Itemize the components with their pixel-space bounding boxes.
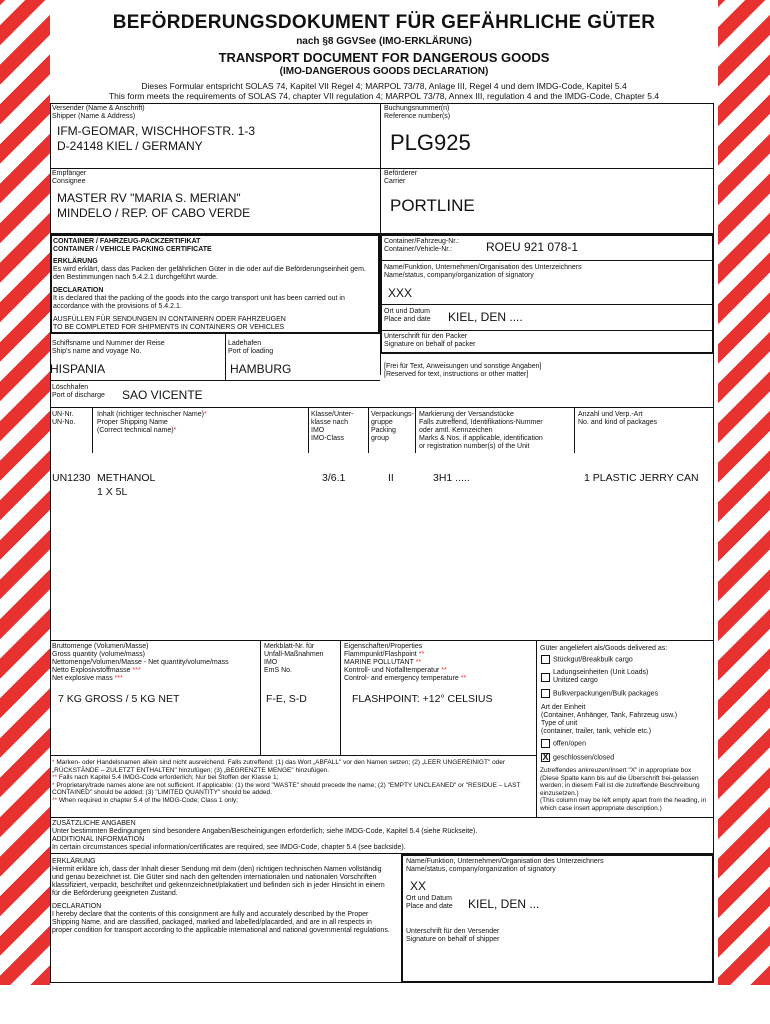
shipper-line2: D-24148 KIEL / GERMANY	[57, 139, 203, 153]
divider	[380, 330, 714, 331]
divider	[380, 304, 714, 305]
reference-label: Buchungsnummer(n) Reference number(s)	[384, 105, 451, 120]
vessel-value: HISPANIA	[50, 362, 106, 376]
container-cert-erk-text: Es wird erklärt, dass das Packen der gefährlichen Güter in die oder auf die Beförderungseinheit gem. den Bestimmungen nach 5.4.2.1 durchgeführt wurde.	[53, 266, 366, 281]
signatory-label-2: Name/Funktion, Unternehmen/Organisation des Unterzeichners Name/status, company/organization of signatory	[406, 858, 604, 873]
goods-pg: II	[388, 472, 394, 484]
title-en: TRANSPORT DOCUMENT FOR DANGEROUS GOODS	[218, 50, 550, 65]
shipper-label: Versender (Name & Anschrift) Shipper (Name & Address)	[52, 105, 145, 120]
divider	[415, 407, 416, 453]
signature-packer-label: Unterschrift für den Packer Signature on behalf of packer	[384, 333, 476, 348]
place-date-value-2: KIEL, DEN ...	[468, 897, 540, 911]
col-header-class: Klasse/Unter- klasse nach IMO IMO-Class	[311, 411, 354, 442]
divider	[50, 407, 714, 408]
checkbox-open[interactable]	[541, 739, 550, 748]
unit-open[interactable]: offen/open	[541, 739, 586, 748]
divider	[50, 817, 714, 818]
divider	[340, 640, 341, 755]
props-label: Eigenschaften/Properties Flammpunkt/Flashpoint ** MARINE POLLUTANT ** Kontroll- und Notfalltemperatur ** Control- and emergency temperature **	[344, 643, 467, 682]
carrier-value: PORTLINE	[390, 196, 475, 215]
props-value: FLASHPOINT: +12° CELSIUS	[352, 693, 493, 705]
checkbox-bulk[interactable]	[541, 689, 550, 698]
divider	[536, 640, 537, 817]
packer-label: Name/Funktion, Unternehmen/Organisation des Unterzeichners Name/status, company/organization of signatory	[384, 264, 582, 279]
loading-label: Ladehafen Port of loading	[228, 340, 274, 355]
free-text-label: [Frei für Text, Anweisungen und sonstige Angaben] [Reserved for text, instructions or other matter]	[384, 363, 542, 378]
goods-name-2: 1 X 5L	[97, 486, 128, 498]
goods-marks: 3H1 .....	[433, 472, 470, 484]
subtitle-en: (IMO-DANGEROUS GOODS DECLARATION)	[279, 66, 489, 77]
title-de: BEFÖRDERUNGSDOKUMENT FÜR GEFÄHRLICHE GÜTER	[112, 12, 656, 33]
shipper-declaration: ERKLÄRUNG Hiermit erkläre ich, dass der Inhalt dieser Sendung mit dem (den) richtigen technischen Namen vollständig und genau bezeichnet ist. Die Güter sind nach den geltenden internationalen und nationalen Vorschriften klassifiziert, verpackt, beschriftet und gekennzeichnet/plakatiert und befinden sich in jeder Hinsicht in einem für die Beförderung geeigneten Zustand. DECLARATION I hereby declare that the contents of this consignment are fully and accurately described by the Proper Shipping Name, and are classified, packaged, marked and labelled/placarded, and are in all respects in proper condition for transport according to the applicable international and national governmental regulations.	[52, 858, 390, 934]
container-no-value: ROEU 921 078-1	[486, 240, 579, 254]
col-header-qty: Anzahl und Verp.-Art No. and kind of packages	[578, 411, 657, 426]
delivered-bulk[interactable]: Bulkverpackungen/Bulk packages	[541, 689, 658, 698]
consignee-label: Empfänger Consignee	[52, 170, 87, 185]
divider	[50, 168, 714, 169]
checkbox-unitized[interactable]	[541, 673, 550, 682]
place-date-label-2: Ort und Datum Place and date	[406, 895, 453, 910]
divider	[260, 640, 261, 755]
loading-value: HAMBURG	[230, 362, 292, 376]
signatory-value-2: XX	[410, 879, 427, 893]
col-header-un: UN-Nr. UN-No.	[52, 411, 76, 426]
reference-value: PLG925	[390, 130, 471, 155]
footnotes: * Marken- oder Handelsnamen allein sind nicht ausreichend. Falls zutreffend: (1) das Wort „ABFALL" vor den Namen setzen; (2) „LEER UNGEREINIGT" oder „RÜCKSTÄNDE – ZULETZT ENTHALTEN" hinzufügen; (3) „BEGRENZTE MENGE" hinzufügen. ** Falls nach Kapitel 5.4 IMDG-Code erforderlich; Nur bei Stoffen der Klasse 1; * Proprietary/trade names alone are not sufficient. If applicable: (1) the word "WASTE" should precede the name; (2) "EMPTY UNCLEANED" or "RESIDUE – LAST CONTAINED" should be added; (3) "LIMITED QUANTITY" should be added. ** When required in chapter 5.4 of the IMDG-Code; Class 1 only;	[52, 759, 521, 804]
divider	[50, 755, 536, 756]
goods-un: UN1230	[52, 472, 91, 484]
container-cert-decl-label: DECLARATION	[53, 287, 104, 294]
note-en: This form meets the requirements of SOLAS 74, chapter VII regulation 4; MARPOL 73/78, Annex III, regulation 4 and the IMDG-Code, Chapter 5.4	[108, 91, 660, 101]
additional-info: ZUSÄTZLICHE ANGABEN Unter bestimmten Bedingungen sind besondere Angaben/Bescheinigungen erforderlich; siehe IMDG-Code, Kapitel 5.4 (siehe Rückseite). ADDITIONAL INFORMATION In certain circumstances special information/certificates are required, see IMDG-Code, chapter 5.4 (see backside).	[52, 820, 478, 851]
goods-qty: 1 PLASTIC JERRY CAN	[584, 472, 699, 484]
container-cert-erk-label: ERKLÄRUNG	[53, 258, 98, 265]
col-header-name: Inhalt (richtiger technischer Name)* Proper Shipping Name (Correct technical name)*	[97, 411, 207, 434]
hazard-stripe-left	[0, 0, 50, 985]
subtitle-de: nach §8 GGVSee (IMO-ERKLÄRUNG)	[296, 36, 472, 47]
divider	[92, 407, 93, 453]
divider	[574, 407, 575, 453]
divider	[368, 407, 369, 453]
delivered-notes: Zutreffendes ankreuzen/Insert "X" in appropriate box (Diese Spalte kann bis auf die Überschrift frei-gelassen werden; in diesem Fall ist die zutreffende Beschreibung einzusetzen.) (This column may be left empty apart from the heading, in which case insert appropriate description.)	[540, 767, 707, 812]
divider	[50, 640, 714, 641]
mass-label: Bruttomenge (Volumen/Masse) Gross quantity (volume/mass) Nettomenge/Volumen/Masse - Net quantity/volume/mass Netto Explosivstoffmasse *** Net explosive mass ***	[52, 643, 229, 682]
checkbox-breakbulk[interactable]	[541, 655, 550, 664]
divider	[308, 407, 309, 453]
container-cert-fill-note: AUSFÜLLEN FÜR SENDUNGEN IN CONTAINERN ODER FAHRZEUGEN TO BE COMPLETED FOR SHIPMENTS IN CONTAINERS OR VEHICLES	[53, 316, 286, 331]
delivered-breakbulk[interactable]: Stückgut/Breakbulk cargo	[541, 655, 633, 664]
hazard-stripe-right	[718, 0, 770, 985]
goods-name: METHANOL	[97, 472, 156, 484]
delivered-label: Güter angeliefert als/Goods delivered as:	[540, 645, 668, 652]
container-cert-decl-text: It is declared that the packing of the goods into the cargo transport unit has been carried out in accordance with the provisions of 5.4.2.1.	[53, 295, 345, 310]
unit-closed[interactable]: X geschlossen/closed	[542, 752, 615, 762]
vessel-label: Schiffsname und Nummer der Reise Ship's name and voyage No.	[52, 340, 165, 355]
container-no-label: Container/Fahrzeug-Nr.: Container/Vehicle-Nr.:	[384, 238, 460, 253]
delivered-unitized[interactable]: Ladungseinheiten (Unit Loads) Unitized cargo	[541, 669, 648, 685]
consignee-line1: MASTER RV "MARIA S. MERIAN"	[57, 191, 241, 205]
shipper-line1: IFM-GEOMAR, WISCHHOFSTR. 1-3	[57, 124, 255, 138]
discharge-value: SAO VICENTE	[122, 388, 203, 402]
col-header-marks: Markierung der Versandstücke Falls zutreffend, Identifikations-Nummer oder amtl. Kennzeichen Marks & Nos. if applicable, identification or registration number(s) of the Unit	[419, 411, 543, 450]
divider	[225, 334, 226, 381]
signature-shipper-label: Unterschrift für den Versender Signature on behalf of shipper	[406, 928, 500, 943]
mass-value: 7 KG GROSS / 5 KG NET	[58, 693, 180, 705]
checkbox-closed[interactable]: X	[542, 752, 549, 762]
place-date-label-1: Ort und Datum Place and date	[384, 308, 431, 323]
packer-value: XXX	[388, 286, 413, 300]
goods-class: 3/6.1	[322, 472, 346, 484]
unit-type-label: Art der Einheit (Container, Anhänger, Tank, Fahrzeug usw.) Type of unit (container, trailer, tank, vehicle etc.)	[541, 704, 678, 735]
note-de: Dieses Formular entspricht SOLAS 74, Kapitel VII Regel 4; MARPOL 73/78, Anlage III, Regel 4 und dem IMDG-Code, Kapitel 5.4	[141, 81, 627, 91]
ems-value: F-E, S-D	[266, 693, 307, 705]
divider	[380, 260, 714, 261]
carrier-label: Beförderer Carrier	[384, 170, 418, 185]
ems-label: Merkblatt-Nr. für Unfall-Maßnahmen IMO EmS No.	[264, 643, 324, 674]
consignee-line2: MINDELO / REP. OF CABO VERDE	[57, 206, 251, 220]
place-date-value-1: KIEL, DEN ....	[448, 310, 523, 324]
col-header-pg: Verpackungs- gruppe Packing group	[371, 411, 414, 442]
discharge-label: Löschhafen Port of discharge	[52, 384, 105, 399]
divider	[50, 380, 380, 381]
container-cert-heading: CONTAINER / FAHRZEUG-PACKZERTIFIKAT CONTAINER / VEHICLE PACKING CERTIFICATE	[53, 238, 212, 253]
